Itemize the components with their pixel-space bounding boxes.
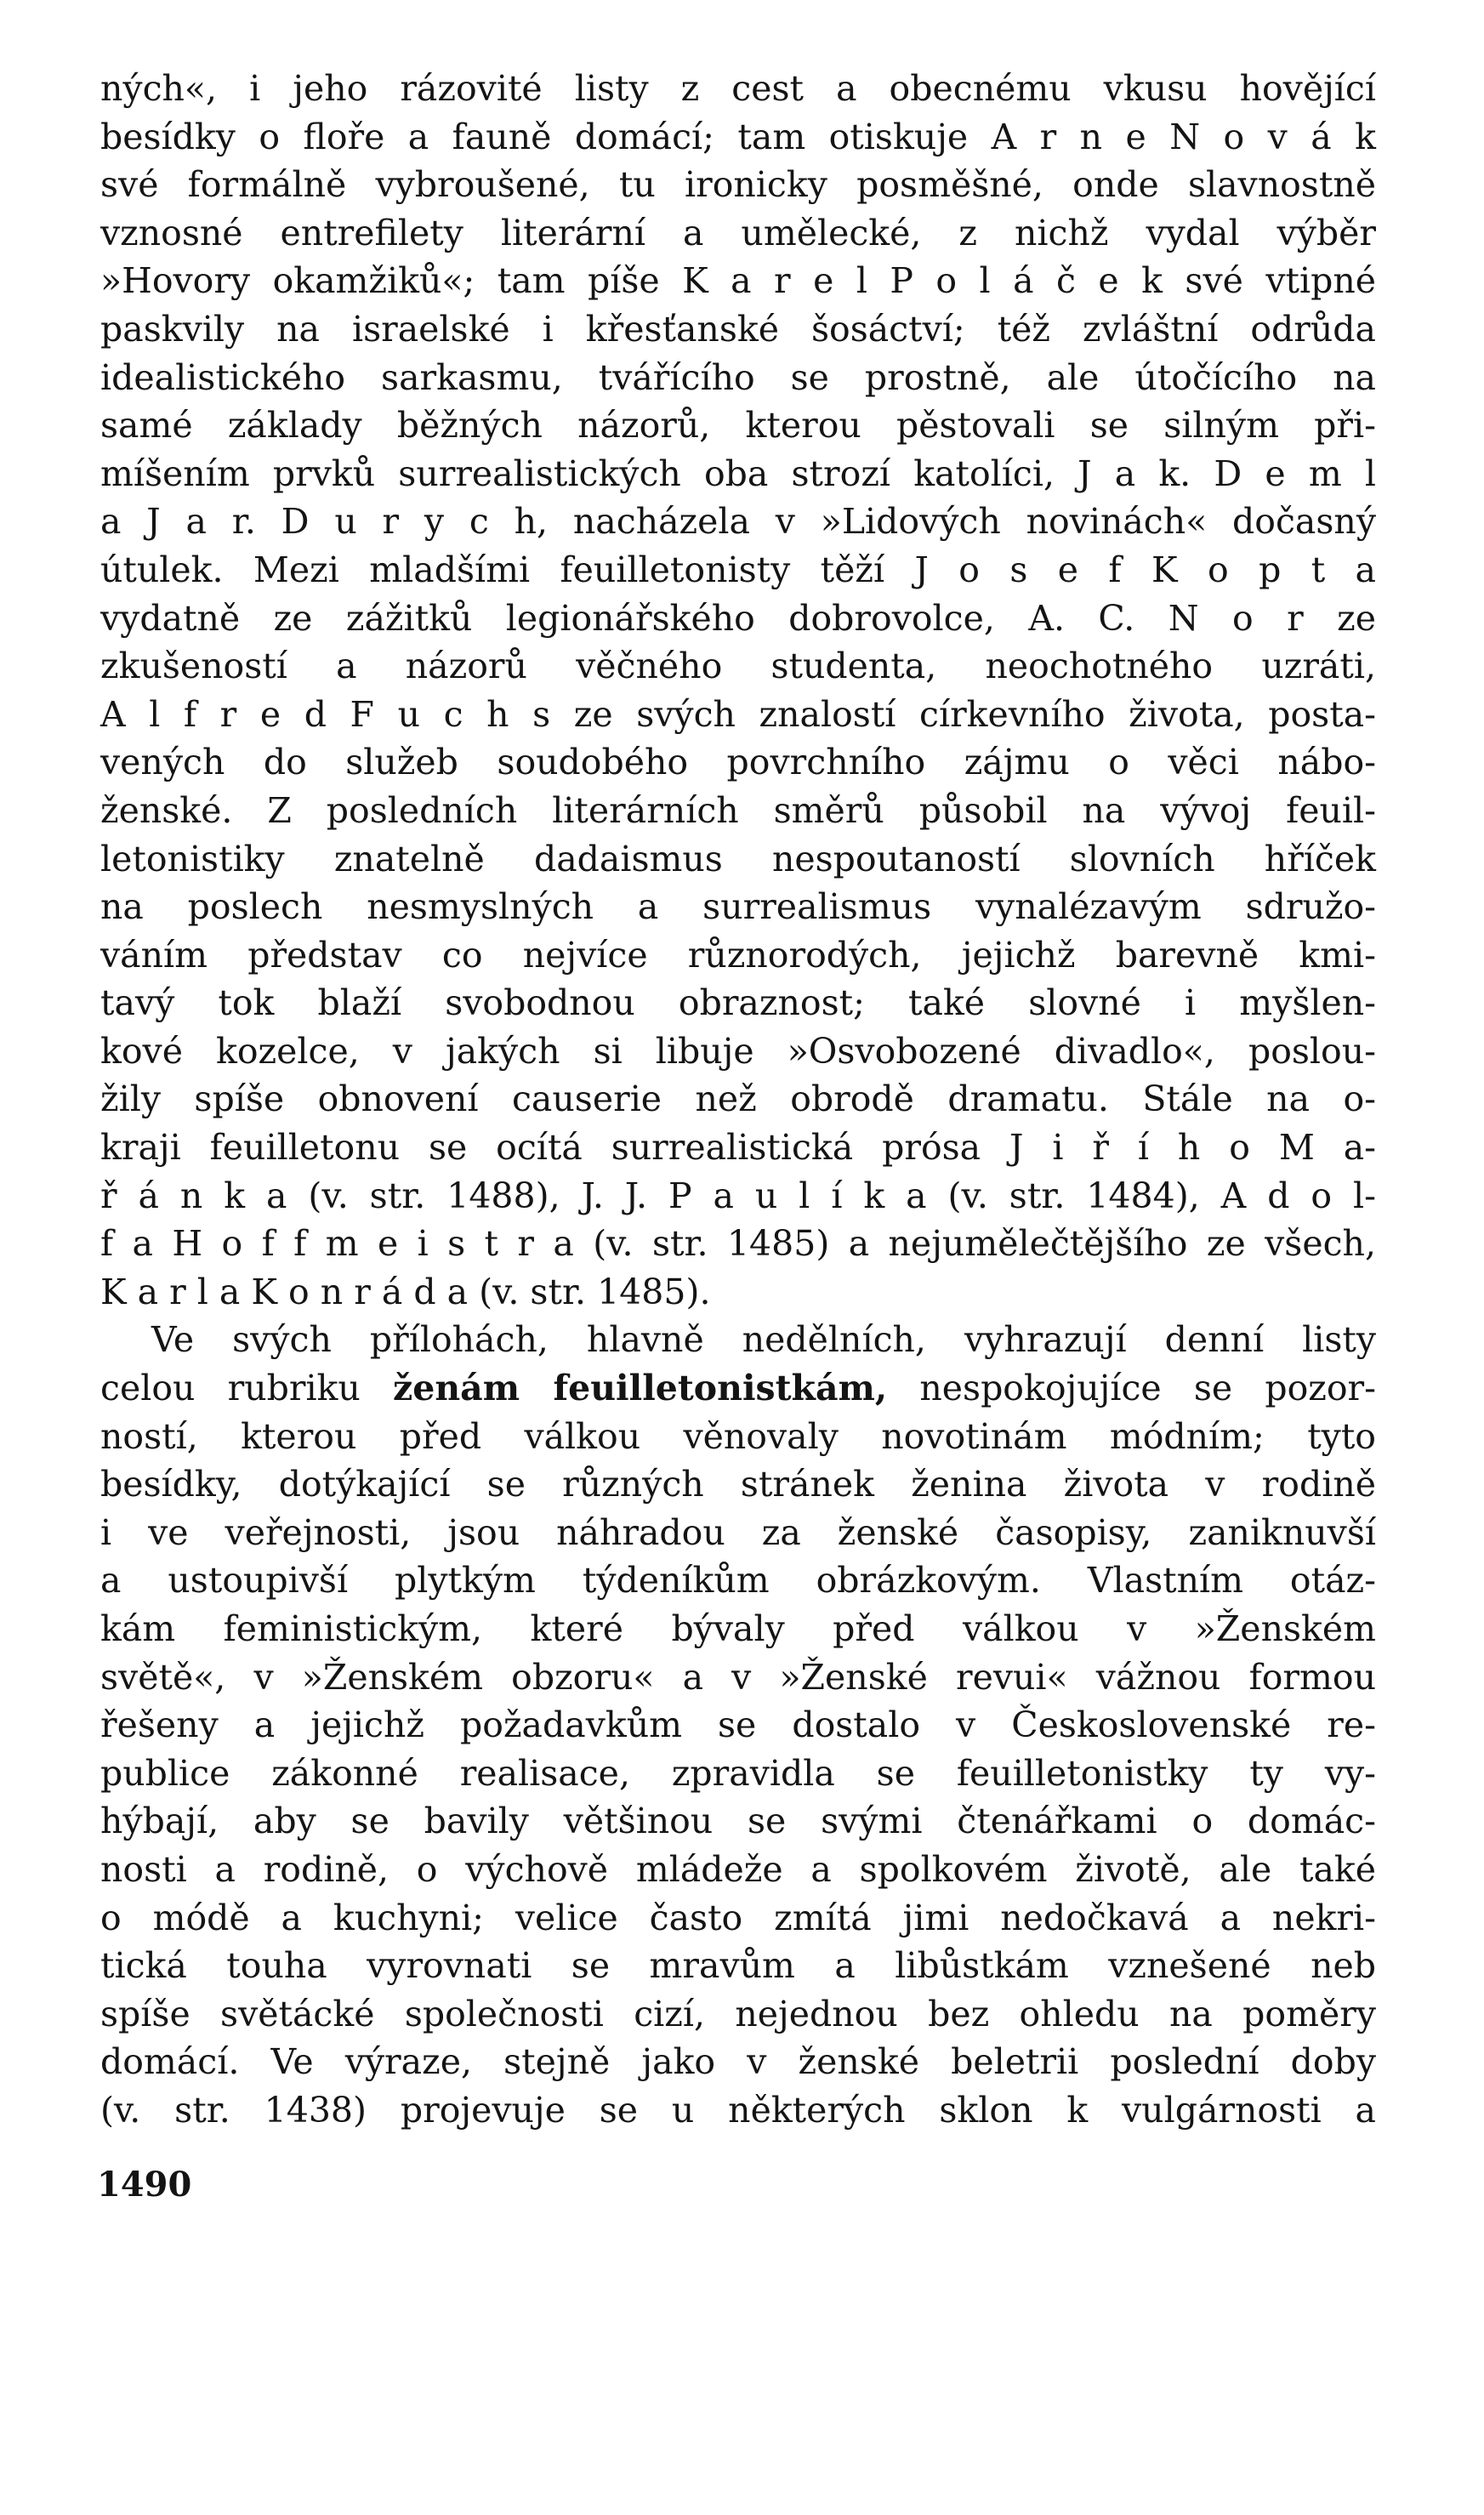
text-line: »Hovory okamžiků«; tam píše K a r e l P o l á č e k své vtipné — [100, 260, 1376, 302]
text-line: váním představ co nejvíce různorodých, jejichž barevně kmi- — [100, 934, 1376, 976]
text-line: ř á n k a (v. str. 1488), J. J. P a u l í k a (v. str. 1484), A d o l- — [100, 1175, 1376, 1216]
page-number: 1490 — [97, 2165, 192, 2205]
text-line: (v. str. 1438) projevuje se u některých sklon k vulgárnosti a — [100, 2089, 1376, 2131]
text-line: útulek. Mezi mladšími feuilletonisty těží J o s e f K o p t a — [100, 549, 1376, 590]
text-line: míšením prvků surrealistických oba strozí katolíci, J a k. D e m l — [100, 452, 1376, 494]
text-line: letonistiky znatelně dadaismus nespoutaností slovních hříček — [100, 838, 1376, 879]
text-line — [100, 1364, 1376, 1413]
text-line: ných«, i jeho rázovité listy z cest a obecnému vkusu hovějící — [100, 68, 1376, 109]
text-line: světě«, v »Ženském obzoru« a v »Ženské revui« vážnou formou — [100, 1656, 1376, 1698]
text-line: publice zákonné realisace, zpravidla se feuilletonistky ty vy- — [100, 1752, 1376, 1794]
body-text — [100, 65, 1376, 2135]
text-line: hýbají, aby se bavily většinou se svými čtenářkami o domác- — [100, 1801, 1376, 1842]
text-line: K a r l a K o n r á d a (v. str. 1485). — [100, 1271, 711, 1312]
text-line: o módě a kuchyni; velice často zmítá jimi nedočkavá a nekri- — [100, 1897, 1376, 1938]
text-line: ženské. Z posledních literárních směrů působil na vývoj feuil- — [100, 789, 1376, 831]
text-line: f a H o f f m e i s t r a (v. str. 1485) a nejumělečtějšího ze všech, — [100, 1223, 1376, 1265]
text-line: besídky, dotýkající se různých stránek ženina života v rodině — [100, 1464, 1376, 1505]
text-line: vydatně ze zážitků legionářského dobrovolce, A. C. N o r ze — [100, 597, 1376, 639]
text-line: žily spíše obnovení causerie než obrodě dramatu. Stále na o- — [100, 1078, 1376, 1120]
text-line: řešeny a jejichž požadavkům se dostalo v Československé re- — [100, 1704, 1376, 1746]
text-line: své formálně vybroušené, tu ironicky posměšné, onde slavnostně — [100, 164, 1376, 206]
text-line: idealistického sarkasmu, tvářícího se prostně, ale útočícího na — [100, 356, 1376, 398]
text-line: a ustoupivší plytkým týdeníkům obrázkovým. Vlastním otáz- — [100, 1560, 1376, 1602]
text-line: nosti a rodině, o výchově mládeže a spolkovém životě, ale také — [100, 1848, 1376, 1890]
bold-term: ženám feuilletonistkám, — [392, 1368, 888, 1409]
text-line: kraji feuilletonu se ocítá surrealistická prósa J i ř í h o M a- — [100, 1127, 1376, 1169]
text-line: paskvily na israelské i křesťanské šosáctví; též zvláštní odrůda — [100, 308, 1376, 350]
text-line: a J a r. D u r y c h, nacházela v »Lidových novinách« dočasný — [100, 501, 1376, 543]
text-line: samé základy běžných názorů, kterou pěstovali se silným při- — [100, 405, 1376, 447]
text-line: domácí. Ve výraze, stejně jako v ženské beletrii poslední doby — [100, 2041, 1376, 2083]
text-line: Ve svých přílohách, hlavně nedělních, vyhrazují denní listy — [151, 1319, 1376, 1361]
paragraph-1 — [100, 65, 1376, 1316]
text-line: spíše světácké společnosti cizí, nejednou bez ohledu na poměry — [100, 1993, 1376, 2034]
text-line: na poslech nesmyslných a surrealismus vynalézavým sdružo- — [100, 886, 1376, 928]
paragraph-2 — [100, 1316, 1376, 2134]
text-line: i ve veřejnosti, jsou náhradou za ženské časopisy, zaniknuvší — [100, 1511, 1376, 1553]
text-line: kové kozelce, v jakých si libuje »Osvobozené divadlo«, poslou- — [100, 1030, 1376, 1072]
text-line: zkušeností a názorů věčného studenta, neochotného uzráti, — [100, 646, 1376, 687]
text-line: tická touha vyrovnati se mravům a libůstkám vznešené neb — [100, 1945, 1376, 1987]
text-line: A l f r e d F u c h s ze svých znalostí církevního života, posta- — [100, 693, 1376, 735]
text-line: vených do služeb soudobého povrchního zájmu o věci nábo- — [100, 742, 1376, 783]
text-run: nespokojujíce se pozor- — [887, 1368, 1376, 1409]
text-line: vznosné entrefilety literární a umělecké, z nichž vydal výběr — [100, 212, 1376, 253]
text-line: ností, kterou před válkou věnovaly novotinám módním; tyto — [100, 1415, 1376, 1457]
text-line: besídky o floře a fauně domácí; tam otiskuje A r n e N o v á k — [100, 116, 1376, 157]
text-line: kám feministickým, které bývaly před válkou v »Ženském — [100, 1608, 1376, 1649]
text-line: tavý tok blaží svobodnou obraznost; také slovné i myšlen- — [100, 982, 1376, 1024]
text-run: celou rubriku — [100, 1368, 393, 1409]
